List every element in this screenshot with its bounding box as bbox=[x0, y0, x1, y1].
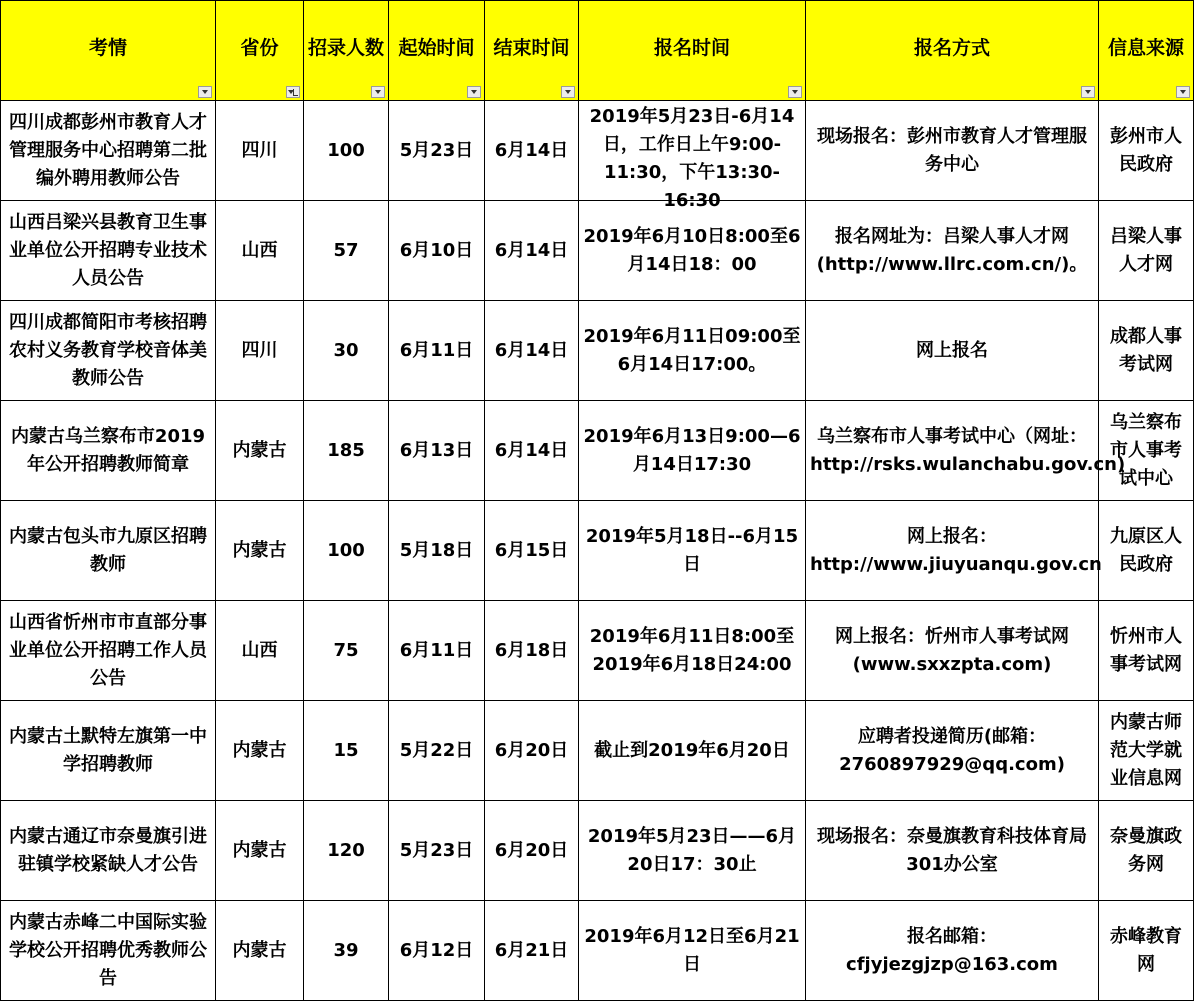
cell-text: 乌兰察布市人事考试中心（网址：http://rsks.wulanchabu.gov.cn) bbox=[810, 425, 1126, 475]
cell-text: 2019年6月12日至6月21日 bbox=[584, 925, 800, 975]
table-row bbox=[1, 701, 1194, 801]
cell-start-date[interactable] bbox=[389, 501, 485, 601]
cell-hire-count[interactable] bbox=[304, 801, 389, 901]
cell-exam-info[interactable] bbox=[1, 501, 216, 601]
table-row bbox=[1, 201, 1194, 301]
cell-text: 2019年6月11日09:00至6月14日17:00。 bbox=[583, 325, 801, 375]
cell-text: 九原区人民政府 bbox=[1110, 525, 1182, 575]
cell-province[interactable] bbox=[216, 601, 304, 701]
cell-text: 报名网址为：吕梁人事人才网(http://www.llrc.com.cn/)。 bbox=[816, 225, 1088, 275]
cell-text: 39 bbox=[333, 939, 359, 961]
cell-text: 内蒙古土默特左旗第一中学招聘教师 bbox=[9, 725, 207, 775]
cell-info-source[interactable] bbox=[1099, 101, 1194, 201]
header-start-date[interactable] bbox=[389, 1, 485, 101]
cell-text: 185 bbox=[327, 439, 365, 461]
cell-province[interactable] bbox=[216, 401, 304, 501]
cell-text: 内蒙古 bbox=[232, 739, 287, 761]
cell-text: 2019年5月23日——6月20日17：30止 bbox=[587, 825, 797, 875]
table-row bbox=[1, 301, 1194, 401]
cell-text: 山西省忻州市市直部分事业单位公开招聘工作人员公告 bbox=[9, 611, 207, 689]
cell-text: 6月13日 bbox=[399, 439, 474, 461]
filter-dropdown-icon[interactable] bbox=[198, 86, 212, 98]
header-label: 招录人数 bbox=[308, 36, 385, 59]
cell-text: 2019年6月13日9:00—6月14日17:30 bbox=[583, 425, 801, 475]
cell-text: 成都人事考试网 bbox=[1110, 325, 1182, 375]
cell-text: 75 bbox=[333, 639, 359, 661]
cell-registration-method[interactable] bbox=[806, 101, 1099, 201]
cell-start-date[interactable] bbox=[389, 801, 485, 901]
header-label: 省份 bbox=[240, 36, 279, 59]
cell-end-date[interactable] bbox=[485, 101, 579, 201]
cell-text: 2019年5月23日-6月14日，工作日上午9:00-11:30，下午13:30-16:30 bbox=[589, 105, 795, 211]
cell-info-source[interactable] bbox=[1099, 601, 1194, 701]
header-province[interactable] bbox=[216, 1, 304, 101]
cell-info-source[interactable] bbox=[1099, 701, 1194, 801]
cell-text: 6月14日 bbox=[494, 339, 569, 361]
table-row bbox=[1, 501, 1194, 601]
cell-text: 100 bbox=[327, 539, 365, 561]
cell-text: 山西吕梁兴县教育卫生事业单位公开招聘专业技术人员公告 bbox=[9, 211, 207, 289]
header-label: 起始时间 bbox=[398, 36, 475, 59]
cell-text: 6月18日 bbox=[494, 639, 569, 661]
cell-hire-count[interactable] bbox=[304, 701, 389, 801]
header-end-date[interactable] bbox=[485, 1, 579, 101]
cell-province[interactable] bbox=[216, 201, 304, 301]
cell-end-date[interactable] bbox=[485, 501, 579, 601]
cell-text: 内蒙古赤峰二中国际实验学校公开招聘优秀教师公告 bbox=[9, 911, 207, 989]
cell-text: 四川 bbox=[241, 139, 278, 161]
cell-province[interactable] bbox=[216, 501, 304, 601]
cell-text: 内蒙古通辽市奈曼旗引进驻镇学校紧缺人才公告 bbox=[9, 825, 207, 875]
cell-end-date[interactable] bbox=[485, 401, 579, 501]
cell-start-date[interactable] bbox=[389, 201, 485, 301]
cell-exam-info[interactable] bbox=[1, 601, 216, 701]
cell-province[interactable] bbox=[216, 101, 304, 201]
cell-exam-info[interactable] bbox=[1, 901, 216, 1001]
cell-text: 山西 bbox=[241, 239, 278, 261]
cell-text: 山西 bbox=[241, 639, 278, 661]
cell-start-date[interactable] bbox=[389, 901, 485, 1001]
cell-info-source[interactable] bbox=[1099, 201, 1194, 301]
cell-text: 赤峰教育网 bbox=[1110, 925, 1182, 975]
cell-registration-method[interactable] bbox=[806, 901, 1099, 1001]
table-row bbox=[1, 101, 1194, 201]
cell-start-date[interactable] bbox=[389, 701, 485, 801]
cell-registration-time[interactable] bbox=[579, 601, 806, 701]
header-label: 报名时间 bbox=[653, 36, 730, 59]
cell-text: 乌兰察布市人事考试中心 bbox=[1110, 411, 1182, 489]
cell-text: 网上报名：忻州市人事考试网(www.sxxzpta.com) bbox=[835, 625, 1069, 675]
cell-hire-count[interactable] bbox=[304, 201, 389, 301]
cell-text: 6月14日 bbox=[494, 239, 569, 261]
cell-text: 6月12日 bbox=[399, 939, 474, 961]
cell-hire-count[interactable] bbox=[304, 101, 389, 201]
cell-text: 30 bbox=[333, 339, 359, 361]
cell-text: 内蒙古 bbox=[232, 439, 287, 461]
cell-text: 内蒙古包头市九原区招聘教师 bbox=[9, 525, 207, 575]
cell-text: 6月11日 bbox=[399, 339, 474, 361]
header-exam-info[interactable] bbox=[1, 1, 216, 101]
cell-info-source[interactable] bbox=[1099, 901, 1194, 1001]
cell-start-date[interactable] bbox=[389, 101, 485, 201]
cell-info-source[interactable] bbox=[1099, 401, 1194, 501]
cell-text: 忻州市人事考试网 bbox=[1110, 625, 1182, 675]
cell-hire-count[interactable] bbox=[304, 601, 389, 701]
cell-text: 奈曼旗政务网 bbox=[1110, 825, 1182, 875]
cell-hire-count[interactable] bbox=[304, 901, 389, 1001]
cell-text: 内蒙古 bbox=[232, 839, 287, 861]
cell-text: 6月14日 bbox=[494, 439, 569, 461]
header-registration-method[interactable] bbox=[806, 1, 1099, 101]
cell-province[interactable] bbox=[216, 801, 304, 901]
header-hire-count[interactable] bbox=[304, 1, 389, 101]
cell-registration-method[interactable] bbox=[806, 601, 1099, 701]
cell-text: 5月23日 bbox=[399, 139, 474, 161]
cell-text: 5月23日 bbox=[399, 839, 474, 861]
cell-province[interactable] bbox=[216, 701, 304, 801]
cell-exam-info[interactable] bbox=[1, 801, 216, 901]
cell-end-date[interactable] bbox=[485, 701, 579, 801]
cell-text: 6月21日 bbox=[494, 939, 569, 961]
cell-registration-time[interactable] bbox=[579, 501, 806, 601]
cell-end-date[interactable] bbox=[485, 901, 579, 1001]
filter-active-icon[interactable] bbox=[286, 86, 300, 98]
cell-text: 四川成都简阳市考核招聘农村义务教育学校音体美教师公告 bbox=[9, 311, 207, 389]
cell-text: 2019年6月10日8:00至6月14日18：00 bbox=[583, 225, 801, 275]
cell-end-date[interactable] bbox=[485, 301, 579, 401]
cell-text: 6月15日 bbox=[494, 539, 569, 561]
cell-registration-time[interactable] bbox=[579, 801, 806, 901]
cell-text: 报名邮箱：cfjyjezgjzp@163.com bbox=[846, 925, 1058, 975]
cell-text: 内蒙古师范大学就业信息网 bbox=[1110, 711, 1182, 789]
cell-registration-method[interactable] bbox=[806, 801, 1099, 901]
cell-exam-info[interactable] bbox=[1, 701, 216, 801]
cell-text: 四川 bbox=[241, 339, 278, 361]
table-body bbox=[1, 101, 1194, 1001]
cell-hire-count[interactable] bbox=[304, 401, 389, 501]
cell-exam-info[interactable] bbox=[1, 201, 216, 301]
table-row bbox=[1, 401, 1194, 501]
cell-registration-method[interactable] bbox=[806, 501, 1102, 601]
cell-text: 现场报名：奈曼旗教育科技体育局301办公室 bbox=[817, 825, 1087, 875]
table-row bbox=[1, 901, 1194, 1001]
filter-dropdown-icon[interactable] bbox=[1081, 86, 1095, 98]
table-row bbox=[1, 801, 1194, 901]
cell-hire-count[interactable] bbox=[304, 501, 389, 601]
cell-registration-time[interactable] bbox=[579, 101, 806, 211]
cell-text: 6月20日 bbox=[494, 739, 569, 761]
filter-dropdown-icon[interactable] bbox=[788, 86, 802, 98]
filter-dropdown-icon[interactable] bbox=[371, 86, 385, 98]
header-label: 结束时间 bbox=[493, 36, 570, 59]
header-row bbox=[1, 1, 1194, 101]
cell-registration-time[interactable] bbox=[579, 301, 806, 401]
header-info-source[interactable] bbox=[1099, 1, 1194, 101]
cell-text: 内蒙古乌兰察布市2019年公开招聘教师简章 bbox=[10, 425, 206, 475]
cell-info-source[interactable] bbox=[1099, 501, 1194, 601]
cell-registration-time[interactable] bbox=[579, 201, 806, 301]
cell-registration-method[interactable] bbox=[806, 201, 1099, 301]
cell-text: 6月20日 bbox=[494, 839, 569, 861]
cell-end-date[interactable] bbox=[485, 601, 579, 701]
cell-registration-time[interactable] bbox=[579, 901, 806, 1001]
cell-text: 内蒙古 bbox=[232, 539, 287, 561]
cell-text: 6月14日 bbox=[494, 139, 569, 161]
table-row bbox=[1, 601, 1194, 701]
cell-registration-time[interactable] bbox=[579, 701, 806, 801]
cell-province[interactable] bbox=[216, 301, 304, 401]
cell-end-date[interactable] bbox=[485, 201, 579, 301]
cell-text: 57 bbox=[333, 239, 359, 261]
cell-text: 网上报名：http://www.jiuyuanqu.gov.cn bbox=[810, 525, 1102, 575]
filter-dropdown-icon[interactable] bbox=[561, 86, 575, 98]
cell-text: 现场报名：彭州市教育人才管理服务中心 bbox=[817, 125, 1087, 175]
cell-registration-method[interactable] bbox=[806, 401, 1126, 501]
cell-text: 吕梁人事人才网 bbox=[1110, 225, 1182, 275]
cell-text: 120 bbox=[327, 839, 365, 861]
cell-exam-info[interactable] bbox=[1, 401, 216, 501]
cell-end-date[interactable] bbox=[485, 801, 579, 901]
header-label: 报名方式 bbox=[913, 36, 990, 59]
filter-dropdown-icon[interactable] bbox=[467, 86, 481, 98]
cell-text: 5月18日 bbox=[399, 539, 474, 561]
filter-dropdown-icon[interactable] bbox=[1176, 86, 1190, 98]
cell-text: 100 bbox=[327, 139, 365, 161]
cell-text: 6月11日 bbox=[399, 639, 474, 661]
header-label: 信息来源 bbox=[1107, 36, 1184, 59]
cell-registration-method[interactable] bbox=[806, 701, 1099, 801]
cell-text: 5月22日 bbox=[399, 739, 474, 761]
cell-text: 网上报名 bbox=[916, 339, 988, 361]
cell-start-date[interactable] bbox=[389, 401, 485, 501]
cell-text: 应聘者投递简历(邮箱：2760897929@qq.com) bbox=[839, 725, 1065, 775]
cell-exam-info[interactable] bbox=[1, 101, 216, 201]
cell-text: 截止到2019年6月20日 bbox=[594, 739, 790, 761]
cell-text: 彭州市人民政府 bbox=[1110, 125, 1182, 175]
cell-text: 15 bbox=[333, 739, 359, 761]
cell-text: 四川成都彭州市教育人才管理服务中心招聘第二批编外聘用教师公告 bbox=[9, 111, 207, 189]
cell-text: 6月10日 bbox=[399, 239, 474, 261]
cell-hire-count[interactable] bbox=[304, 301, 389, 401]
cell-start-date[interactable] bbox=[389, 601, 485, 701]
cell-text: 2019年5月18日--6月15日 bbox=[585, 525, 799, 575]
header-registration-time[interactable] bbox=[579, 1, 806, 101]
cell-start-date[interactable] bbox=[389, 301, 485, 401]
cell-registration-time[interactable] bbox=[579, 401, 806, 501]
cell-info-source[interactable] bbox=[1099, 801, 1194, 901]
cell-info-source[interactable] bbox=[1099, 301, 1194, 401]
cell-exam-info[interactable] bbox=[1, 301, 216, 401]
cell-text: 内蒙古 bbox=[232, 939, 287, 961]
header-label: 考情 bbox=[88, 36, 127, 59]
cell-province[interactable] bbox=[216, 901, 304, 1001]
cell-text: 2019年6月11日8:00至2019年6月18日24:00 bbox=[589, 625, 795, 675]
cell-registration-method[interactable] bbox=[806, 301, 1099, 401]
